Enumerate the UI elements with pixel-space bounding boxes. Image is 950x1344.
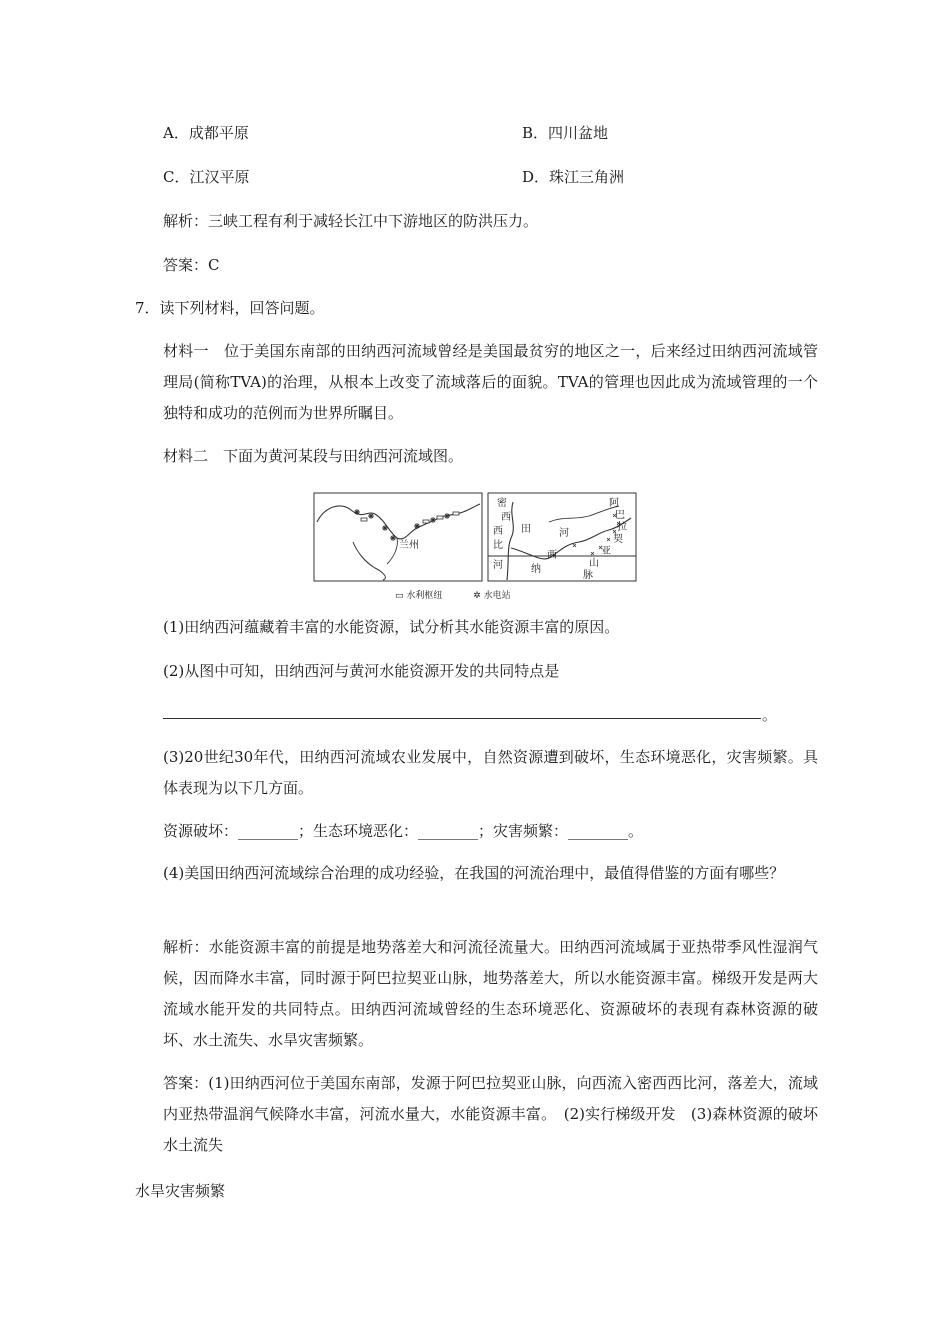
- map-label: 契: [613, 534, 623, 545]
- map-label: 阿: [609, 498, 619, 509]
- option-c: C．江汉平原: [163, 168, 250, 186]
- q7-sub1: (1)田纳西河蕴藏着丰富的水能资源，试分析其水能资源丰富的原因。: [163, 618, 620, 636]
- yellow-river-branch: [353, 542, 385, 580]
- yellow-river-dams: [361, 512, 459, 523]
- material-two: 材料二 下面为黄河某段与田纳西河流域图。: [163, 447, 464, 465]
- map-label: 密: [497, 498, 507, 509]
- option-b: B．四川盆地: [522, 124, 609, 142]
- q6-answer: 答案：C: [163, 256, 220, 274]
- material-one: 材料一 位于美国东南部的田纳西河流域曾经是美国最贫穷的地区之一，后来经过田纳西河流域管理局(简称TVA)的治理，从根本上改变了流域落后的面貌。TVA的管理也因此成为流域管理的一个独特和成功的范例而为世界所瞩目。: [163, 342, 818, 422]
- map-label: 西: [501, 512, 511, 523]
- q6-analysis: 解析：三峡工程有利于减轻长江中下游地区的防洪压力。: [163, 212, 539, 230]
- option-a: A．成都平原: [163, 124, 249, 142]
- right-labels: [493, 496, 627, 581]
- q7-sub3: (3)20世纪30年代，田纳西河流域农业发展中，自然资源遭到破坏，生态环境恶化，灾害频繁。具体表现为以下几方面。: [163, 748, 818, 797]
- q7-sub2: (2)从图中可知，田纳西河与黄河水能资源开发的共同特点是: [163, 662, 560, 680]
- lanzhou-label: 兰州: [399, 540, 419, 551]
- yellow-river-tributary: [387, 538, 397, 564]
- option-d: D．珠江三角洲: [522, 168, 625, 186]
- map-label: 河: [493, 560, 503, 571]
- q7-answer-last: 水旱灾害频繁: [135, 1182, 226, 1200]
- map-svg: [313, 492, 638, 584]
- map-label: 脉: [583, 570, 593, 581]
- station-legend: ✲ 水电站: [473, 591, 511, 601]
- q7-answer: 答案：(1)田纳西河位于美国东南部，发源于阿巴拉契亚山脉，向西流入密西西比河，落差大，流域内亚热带温润气候降水丰富，河流水量大，水能资源丰富。 (2)实行梯级开发 (3)森林资源的破坏 水土流失: [163, 1074, 834, 1154]
- map-label: 巴: [615, 510, 625, 521]
- map-legend: [395, 590, 539, 602]
- map-label: 纳: [531, 564, 541, 575]
- river-basin-map: [313, 492, 638, 602]
- map-label: 西: [493, 526, 503, 537]
- q7-sub2-period: 。: [762, 706, 778, 724]
- dam-legend-label: 水利枢纽: [406, 591, 443, 601]
- q7-analysis: 解析：水能资源丰富的前提是地势落差大和河流径流量大。田纳西河流域属于亚热带季风性湿润气候，因而降水丰富，同时源于阿巴拉契亚山脉，地势落差大，所以水能资源丰富。梯级开发是两大流域水能开发的共同特点。田纳西河流域曾经的生态环境恶化、资源破坏的表现有森林资源的破坏、水土流失、水旱灾害频繁。: [163, 938, 818, 1049]
- map-label: 比: [493, 540, 503, 551]
- map-label: 亚: [601, 546, 611, 557]
- answer-blank-line: [163, 718, 761, 719]
- map-label: 山: [589, 558, 599, 569]
- q7-title: 7．读下列材料，回答问题。: [135, 299, 325, 317]
- station-legend-label: 水电站: [483, 591, 511, 601]
- dam-legend: ▭ 水利枢纽: [395, 591, 443, 601]
- map-label: 田: [521, 524, 531, 535]
- q7-sub3-blanks: 资源破坏：________；生态环境恶化：________；灾害频繁：________。: [163, 822, 644, 840]
- map-label: 河: [559, 528, 569, 539]
- map-label: 西: [547, 550, 557, 561]
- map-label: 拉: [617, 522, 627, 533]
- yellow-river-line: [317, 504, 480, 539]
- q7-sub4: (4)美国田纳西河流域综合治理的成功经验，在我国的河流治理中，最值得借鉴的方面有哪些？: [163, 864, 785, 882]
